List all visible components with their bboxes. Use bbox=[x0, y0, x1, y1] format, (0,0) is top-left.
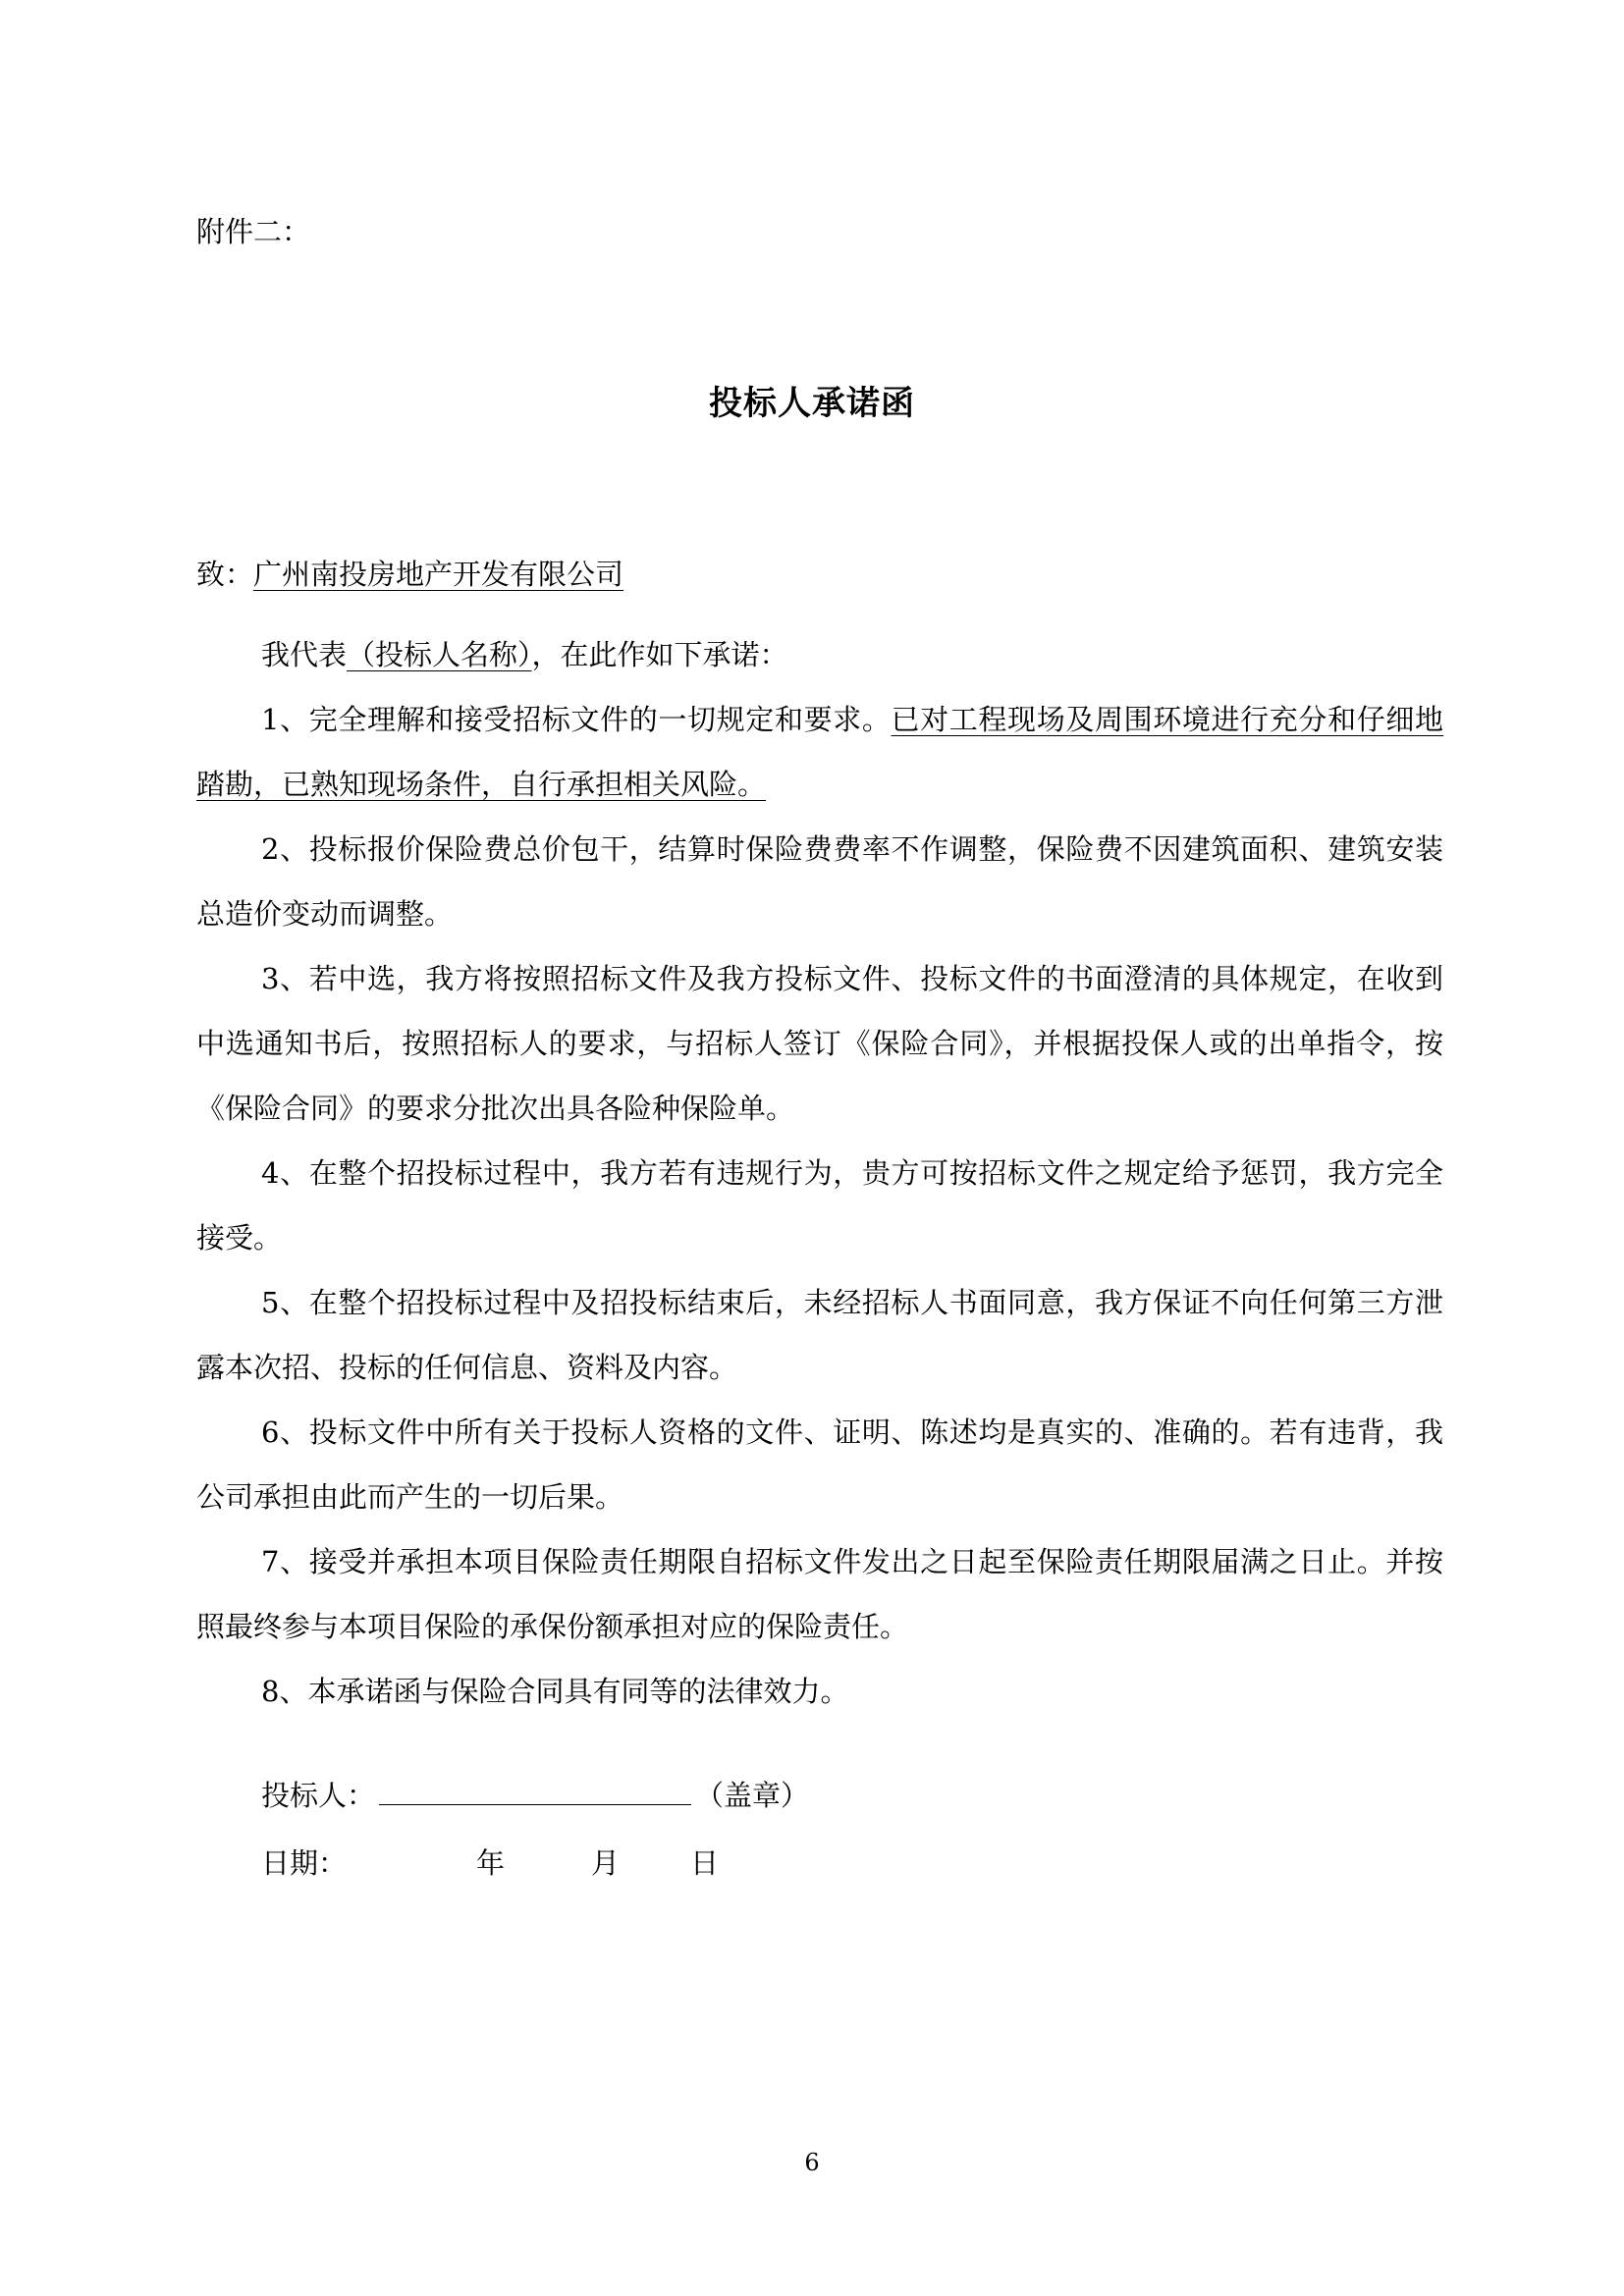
year-label: 年 bbox=[476, 1846, 506, 1880]
clause-2: 2、投标报价保险费总价包干，结算时保险费费率不作调整，保险费不因建筑面积、建筑安装总造价变动而调整。 bbox=[196, 832, 1443, 931]
commitment-body bbox=[196, 622, 1443, 1724]
clause-3: 3、若中选，我方将按照招标文件及我方投标文件、投标文件的书面澄清的具体规定，在收到中选通知书后，按照招标人的要求，与招标人签订《保险合同》，并根据投保人或的出单指令，按《保险合同》的要求分批次出具各险种保险单。 bbox=[196, 962, 1443, 1125]
intro-suffix: ，在此作如下承诺： bbox=[531, 638, 788, 671]
page-number: 6 bbox=[804, 2149, 820, 2176]
addressee-prefix: 致： bbox=[196, 558, 254, 591]
addressee-name: 广州南投房地产开发有限公司 bbox=[253, 558, 624, 591]
attachment-label: 附件二： bbox=[196, 215, 311, 248]
clause-4: 4、在整个招投标过程中，我方若有违规行为，贵方可按招标文件之规定给予惩罚，我方完全接受。 bbox=[196, 1156, 1443, 1255]
bidder-signature-line bbox=[261, 1775, 809, 1815]
date-label: 日期： bbox=[261, 1846, 348, 1880]
clause-text: 1、完全理解和接受招标文件的一切规定和要求。 bbox=[261, 703, 892, 736]
month-label: 月 bbox=[591, 1846, 621, 1880]
clause-1 bbox=[196, 687, 1443, 817]
clause-7: 7、接受并承担本项目保险责任期限自招标文件发出之日起至保险责任期限届满之日止。并按照最终参与本项目保险的承保份额承担对应的保险责任。 bbox=[196, 1545, 1443, 1643]
clause-8: 8、本承诺函与保险合同具有同等的法律效力。 bbox=[261, 1675, 849, 1708]
clause-5: 5、在整个招投标过程中及招投标结束后，未经招标人书面同意，我方保证不向任何第三方泄露本次招、投标的任何信息、资料及内容。 bbox=[196, 1286, 1443, 1384]
page-title: 投标人承诺函 bbox=[709, 384, 915, 423]
intro-paragraph bbox=[196, 622, 1443, 687]
addressee-line bbox=[196, 555, 623, 594]
intro-prefix: 我代表 bbox=[261, 638, 348, 671]
clause-underlined-text: 已对工程现场及周围环境进行充分和仔细地踏勘，已熟知现场条件，自行承担相关风险。 bbox=[196, 703, 1443, 801]
bidder-label: 投标人： bbox=[261, 1779, 376, 1812]
seal-note: （盖章） bbox=[695, 1779, 810, 1812]
clause-6: 6、投标文件中所有关于投标人资格的文件、证明、陈述均是真实的、准确的。若有违背，我公司承担由此而产生的一切后果。 bbox=[196, 1415, 1443, 1514]
day-label: 日 bbox=[690, 1846, 720, 1880]
bidder-name-placeholder: （投标人名称） bbox=[347, 638, 532, 671]
signature-blank[interactable] bbox=[379, 1775, 691, 1805]
